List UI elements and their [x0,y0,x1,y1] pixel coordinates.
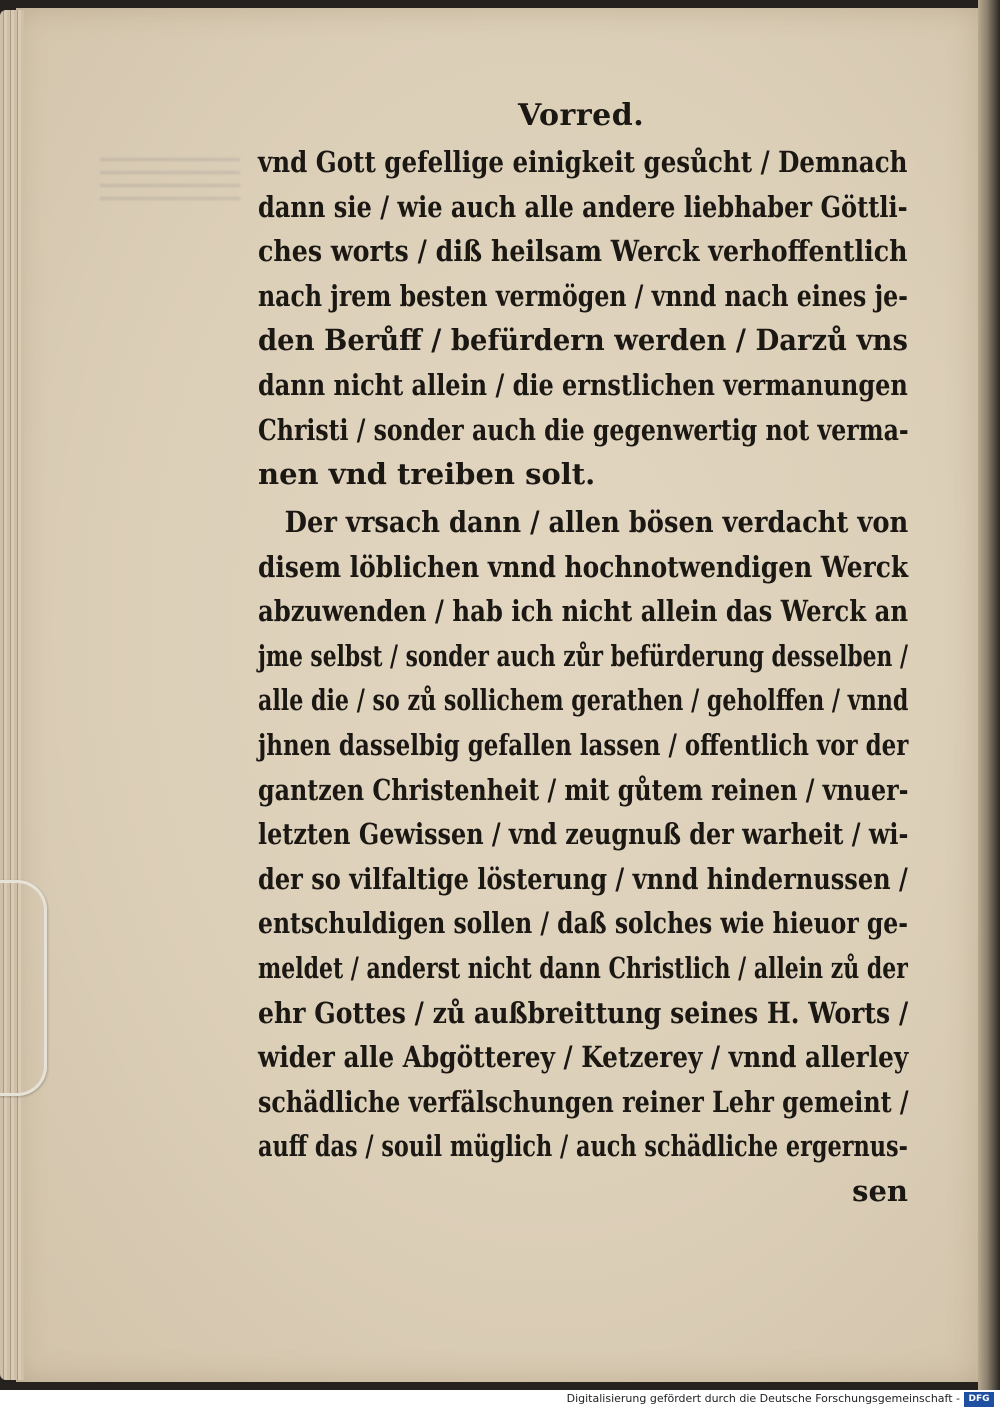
text-line: Christi / sonder auch die gegenwertig not verma- [258,412,909,447]
page-edge-right [978,0,1000,1390]
bleed-through [100,150,240,210]
text-line: wider alle Abgötterey / Ketzerey / vnnd allerley [258,1040,909,1075]
text-line: dann nicht allein / die ernstlichen vermanungen [258,367,908,402]
text-line: auff das / souil müglich / auch schädliche ergernus- [258,1129,908,1164]
footer-credit: Digitalisierung gefördert durch die Deutsche Forschungsgemeinschaft - [566,1392,960,1405]
text-line: jme selbst / sonder auch zůr befürderung desselben / [258,638,908,673]
text-line: abzuwenden / hab ich nicht allein das Werck an [258,594,909,629]
text-line: jhnen dasselbig gefallen lassen / offentlich vor der [258,727,909,762]
text-line: alle die / so zů sollichem gerathen / geholffen / vnnd [258,683,909,718]
text-line: entschuldigen sollen / daß solches wie hieuor ge- [258,906,909,941]
text-line: ehr Gottes / zů außbreittung seines H. Worts / [258,995,909,1030]
text-line: nen vnd treiben solt. [258,457,596,492]
text-line: ches worts / diß heilsam Werck verhoffentlich [258,234,908,269]
text-line: vnd Gott gefellige einigkeit gesůcht / Demnach [258,145,908,179]
paragraph-1 [258,140,908,497]
binding-string [0,880,47,1096]
text-line: den Berůff / befürdern werden / Darzů vns [258,323,908,358]
text-line: nach jrem besten vermögen / vnnd nach eines je- [258,278,908,313]
text-line: gantzen Christenheit / mit gůtem reinen / vnuer- [258,772,909,807]
text-line: meldet / anderst nicht dann Christlich / allein zů der [258,950,908,985]
paragraph-2 [258,500,908,1214]
text-line: schädliche verfälschungen reiner Lehr gemeint / [258,1084,909,1119]
digitization-footer [0,1390,1000,1411]
text-line: letzten Gewissen / vnd zeugnuß der warheit / wi- [258,817,909,852]
page-edges-left [0,10,24,1380]
running-header: Vorred. [518,98,645,133]
catchword: sen [852,1173,908,1208]
text-line: dann sie / wie auch alle andere liebhaber Göttli- [258,189,908,224]
text-line: disem löblichen vnnd hochnotwendigen Werck [258,549,909,584]
dfg-logo: DFG [964,1392,994,1407]
text-line: der so vilfaltige lösterung / vnnd hindernussen / [258,861,908,896]
text-line: Der vrsach dann / allen bösen verdacht von [284,505,909,539]
